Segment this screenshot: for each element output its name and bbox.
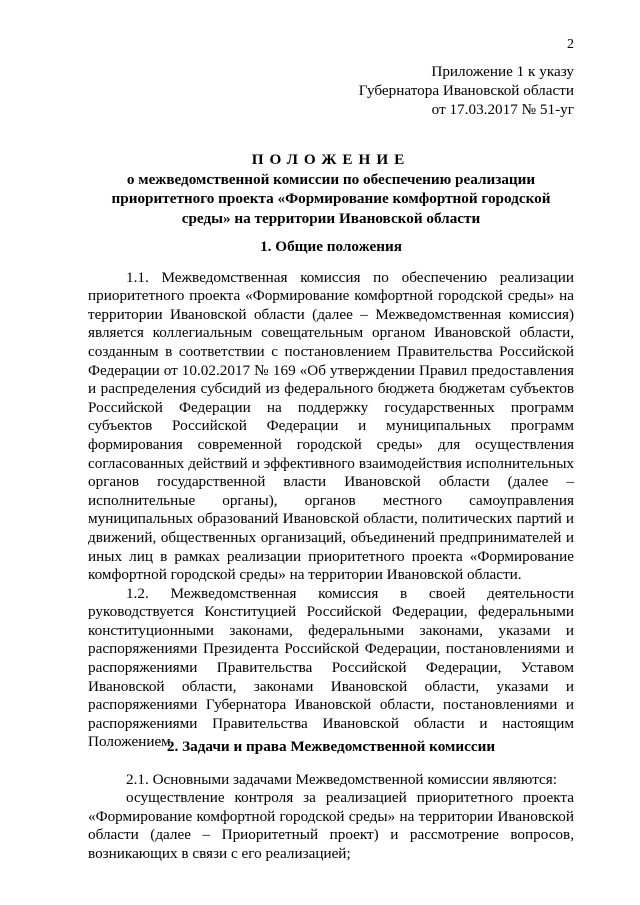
appendix-line-2: Губернатора Ивановской области [358,82,574,100]
appendix-header [359,62,574,120]
section-general-provisions [88,238,574,752]
appendix-line-1: Приложение 1 к указу [431,63,574,80]
paragraph-1-1: 1.1. Межведомственная комиссия по обеспечению реализации приоритетного проекта «Формирование комфортной городской среды» на территории Ивановской области (далее – Межведомственная комиссия) является коллегиальным совещательным органом Ивановской области, созданным в соответствии с постановлением Правительства Российской Федерации от 10.02.2017 № 169 «Об утверждении Правил предоставления и распределения субсидий из федерального бюджета бюджетам субъектов Российской Федерации на поддержку государственных программ субъектов Российской Федерации и муниципальных программ формирования современной городской среды» для осуществления согласованных действий и эффективного взаимодействия исполнительных органов государственной власти Ивановской области (далее – исполнительные органы), органов местного самоуправления муниципальных образований Ивановской области, политических партий и движений, общественных организаций, объединений предпринимателей и иных лиц в рамках реализации приоритетного проекта «Формирование комфортной городской среды» на территории Ивановской области. [88,268,574,584]
paragraph-2-1-item: осуществление контроля за реализацией приоритетного проекта «Формирование комфортной городской среды» на территории Ивановской области (далее – Приоритетный проект) и рассмотрение вопросов, возникающих в связи с его реализацией; [88,789,574,862]
appendix-line-3: от 17.03.2017 № 51-уг [431,101,574,119]
page-number: 2 [567,37,574,52]
section-tasks-and-rights [88,738,574,864]
paragraph-2-1: 2.1. Основными задачами Межведомственной комиссии являются: [126,770,557,788]
section-1-heading: 1. Общие положения [260,238,402,255]
document-title [88,150,574,228]
paragraph-1-2: 1.2. Межведомственная комиссия в своей деятельности руководствуется Конституцией Российской Федерации, федеральными конституционными законами, федеральными законами, указами и распоряжениями Президента Российской Федерации, постановлениями и распоряжениями Правительства Российской Федерации, Уставом Ивановской области, законами Ивановской области, указами и распоряжениями Губернатора Ивановской области, постановлениями и распоряжениями Правительства Ивановской области и настоящим Положением. [88,584,574,751]
title-heading: ПОЛОЖЕНИЕ [251,151,411,168]
title-line-2: приоритетного проекта «Формирование комфортной городской [111,190,551,208]
title-line-3: среды» на территории Ивановской области [181,209,481,227]
section-2-heading: 2. Задачи и права Межведомственной комиссии [166,738,496,755]
title-line-1: о межведомственной комиссии по обеспечению реализации [126,170,536,188]
